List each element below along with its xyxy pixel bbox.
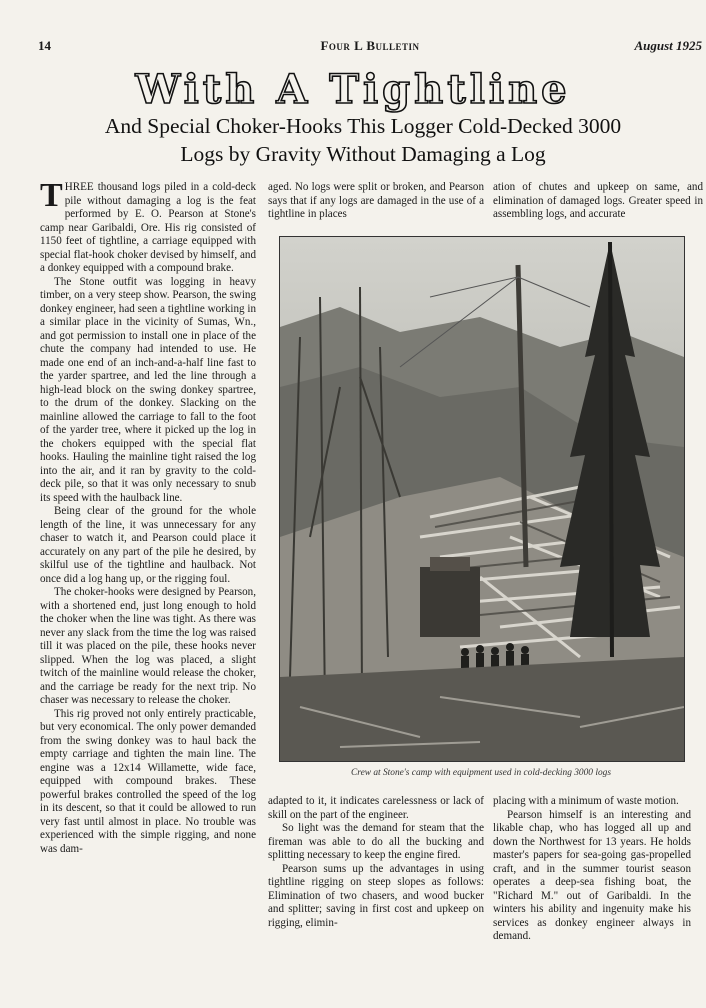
drop-cap: T: [40, 177, 63, 214]
logging-photo: [279, 236, 685, 762]
paragraph-col2-b1: adapted to it, it indicates carelessness or lack of skill on the part of the engineer.: [268, 795, 484, 821]
paragraph-col2-b3: Pearson sums up the advantages in using tightline rigging on steep slopes as follows: Elimination of two chasers, and wood bucker and splitter; saving in first cost and upkeep on rigging, elimin-: [268, 862, 484, 929]
column-3-top: [493, 181, 703, 222]
logging-photo-illustration: [280, 237, 684, 761]
paragraph-3: Being clear of the ground for the whole length of the line, it was unnecessary for any chaser to watch it, and Pearson could place it accurately on any part of the pile he desired, by skilful use of the tightline and haulback. Not once did a log hang up, or the rigging foul.: [40, 505, 256, 585]
publication-name: Four L Bulletin: [320, 38, 420, 53]
column-2-top: [268, 181, 484, 222]
paragraph-1: THREE thousand logs piled in a cold-deck pile without damaging a log is the feat performed by E. O. Pearson at Stone's camp near Garibaldi, Ore. His rig consisted of 1150 feet of tightline, a carriage equipped with special flat-hook choker devised by himself, and a donkey equipped with a compound brake.: [40, 177, 256, 274]
paragraph-col3-b2: Pearson himself is an interesting and likable chap, who has logged all up and down the Northwest for 13 years. He holds master's papers for sea-going gas-propelled craft, and in the summer tourist season operates a deep-sea fishing boat, the "Richard M." out of Garibaldi. In the winters his ability and ingenuity make his services as donkey engineer always in demand.: [493, 808, 691, 942]
paragraph-col2-top: aged. No logs were split or broken, and Pearson says that if any logs are damaged in the use of a tightline in places: [268, 181, 484, 220]
paragraph-4: The choker-hooks were designed by Pearson, with a shortened end, just long enough to hold the choker when the line was tight. As there was never any slack from the time the log was raised till it was placed on the pile, these hooks never slipped. When the log was placed, a slight twitch of the mainline would release the choker, and the carriage be ready for the next trip. No chaser was necessary to release the choker.: [40, 586, 256, 706]
paragraph-5: This rig proved not only entirely practicable, but very economical. The only power demanded from the swing donkey was to haul back the empty carriage and tighten the main line. The engine was a 12x14 Willamette, wide face, equipped with compound brakes. These powerful brakes controlled the speed of the log in its descent, so that it could be allowed to run very fast until almost in place. No trouble was experienced with the simple rigging, and none was dam-: [40, 707, 256, 855]
subtitle-line-2: Logs by Gravity Without Damaging a Log: [180, 142, 546, 166]
paragraph-2: The Stone outfit was logging in heavy timber, on a very steep show. Pearson, the swing donkey engineer, had seen a tightline working in a similar place in the vicinity of Sumas, Wn., and got permission to install one in place of the chute the company had intended to use. He made one end of an inch-and-a-half line fast to the yarder spartree, and led the line through a high-lead block on the swing donkey spartree, to the drum of the donkey. Slacking on the mainline allowed the carriage to fall to the foot of the yarder tree, where it picked up the log in the chokers equipped with the special flat hooks. Hauling the mainline tight raised the log into the air, and it ran by gravity to the cold-deck pile, so that it was only necessary to snub its speed with the haulback line.: [40, 275, 256, 504]
column-1: [40, 177, 256, 856]
column-2-bottom: [268, 795, 484, 930]
article-subtitle: [20, 112, 706, 168]
photo-caption: Crew at Stone's camp with equipment used in cold-decking 3000 logs: [351, 768, 611, 778]
running-header: [38, 38, 702, 56]
paragraph-col3-b1: placing with a minimum of waste motion.: [493, 795, 679, 807]
paragraph-col2-b2: So light was the demand for steam that the fireman was able to do all the bucking and splitting necessary to keep the engine fired.: [268, 822, 484, 861]
page-number: 14: [38, 38, 51, 53]
paragraph-col3-top: ation of chutes and upkeep on same, and elimination of damaged logs. Greater speed in assembling logs, and accurate: [493, 181, 703, 220]
issue-date: August 1925: [634, 38, 702, 53]
column-3-bottom: [493, 795, 691, 944]
subtitle-line-1: And Special Choker-Hooks This Logger Cold-Decked 3000: [104, 114, 622, 138]
article-title: With A Tightline: [135, 66, 571, 113]
